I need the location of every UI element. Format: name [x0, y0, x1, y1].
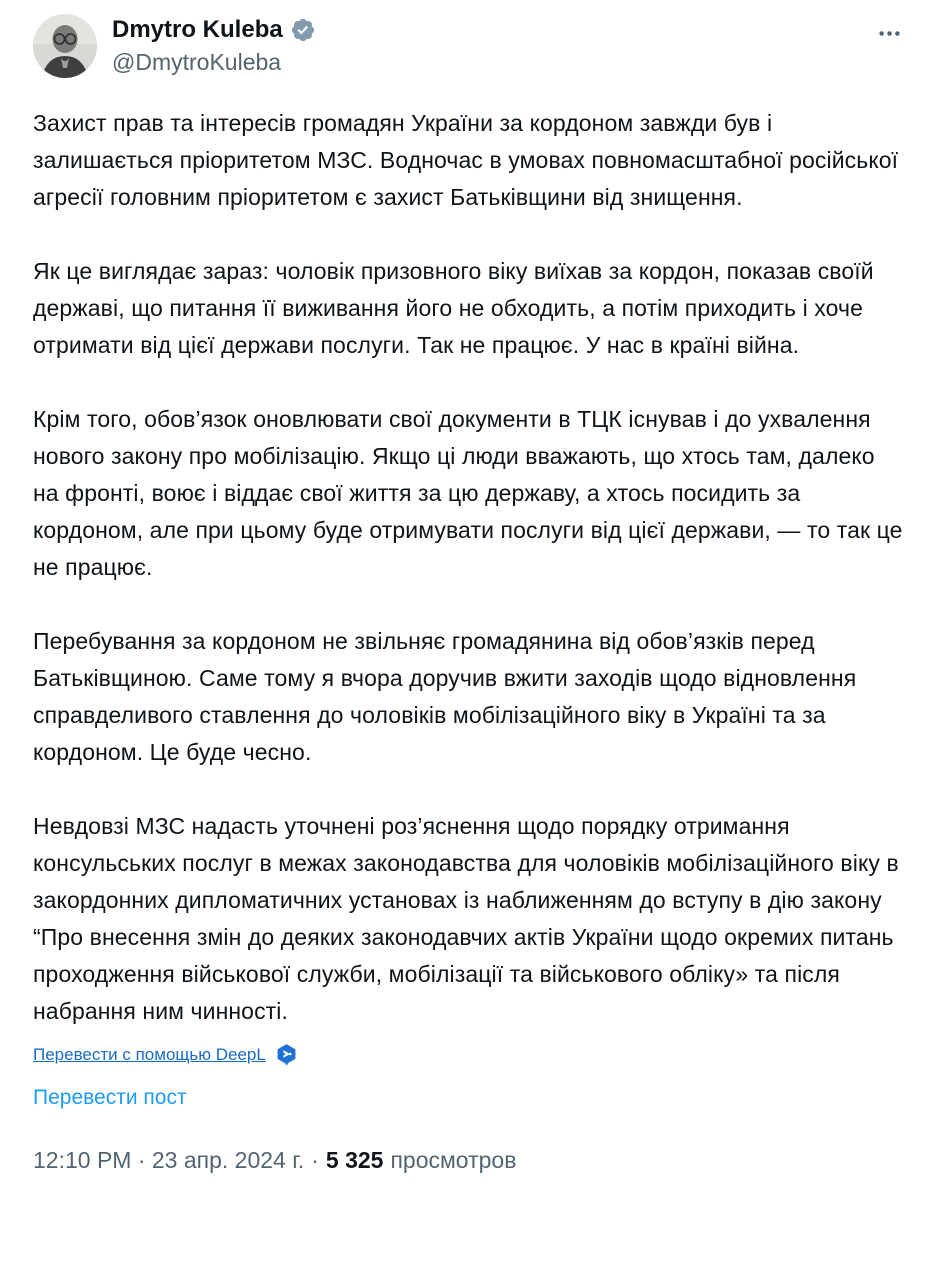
- views-count: 5 325: [325, 1147, 384, 1173]
- deepl-icon[interactable]: [275, 1043, 298, 1066]
- meta-separator: ·: [311, 1147, 319, 1173]
- post-paragraph-2: Як це виглядає зараз: чоловік призовного віку виїхав за кордон, показав своїй державі, що питання її виживання його не обходить, а потім приходить і хоче отримати від цієї держави послуги. Так не працює. У нас в країні війна.: [33, 258, 881, 358]
- translate-with-deepl-link[interactable]: Перевести с помощью DeepL: [33, 1044, 266, 1064]
- views-label: просмотров: [390, 1147, 517, 1173]
- avatar[interactable]: [33, 14, 97, 78]
- timestamp[interactable]: 12:10 PM · 23 апр. 2024 г.: [33, 1147, 305, 1173]
- avatar-photo-placeholder: [33, 14, 97, 78]
- post-paragraph-4: Перебування за кордоном не звільняє громадянина від обов’язків перед Батьківщиною. Саме тому я вчора доручив вжити заходів щодо відновлення справделивого ставлення до чоловіків мобілізаційного віку в Україні та за кордоном. Це буде чесно.: [33, 628, 863, 765]
- post-paragraph-1: Захист прав та інтересів громадян України за кордоном завжди був і залишається пріоритетом МЗС. Водночас в умовах повномасштабної російської агресії головним пріоритетом є захист Батьківщини від знищення.: [33, 110, 905, 210]
- post-body: [33, 105, 910, 1030]
- author-names: [112, 14, 316, 76]
- post-paragraph-5: Невдовзі МЗС надасть уточнені роз’яснення щодо порядку отримання консульських послуг в межах законодавства для чоловіків мобілізаційного віку в закордонних дипломатичних установах із наближенням до вступу в дію закону “Про внесення змін до деяких законодавчих актів України щодо окремих питань проходження військової служби, мобілізації та військового обліку» та після набрання ним чинності.: [33, 813, 906, 1024]
- user-handle[interactable]: @DmytroKuleba: [112, 49, 282, 75]
- translate-post-link[interactable]: Перевести пост: [33, 1086, 187, 1109]
- tweet-header: [33, 14, 905, 78]
- post-paragraph-3: Крім того, обов’язок оновлювати свої документи в ТЦК існував і до ухвалення нового закону про мобілізацію. Якщо ці люди вважають, що хтось там, далеко на фронті, воює і віддає свої життя за цю державу, а хтось посидить за кордоном, але при цьому буде отримувати послуги від цієї держави, — то так це не працює.: [33, 406, 910, 580]
- deepl-translate-row: [33, 1043, 905, 1066]
- post-meta: [33, 1147, 905, 1174]
- display-name[interactable]: Dmytro Kuleba: [112, 16, 283, 43]
- more-button[interactable]: [874, 14, 905, 58]
- verified-badge-icon: [290, 17, 316, 43]
- ellipsis-icon: [876, 20, 903, 47]
- translate-post-row: [33, 1066, 905, 1110]
